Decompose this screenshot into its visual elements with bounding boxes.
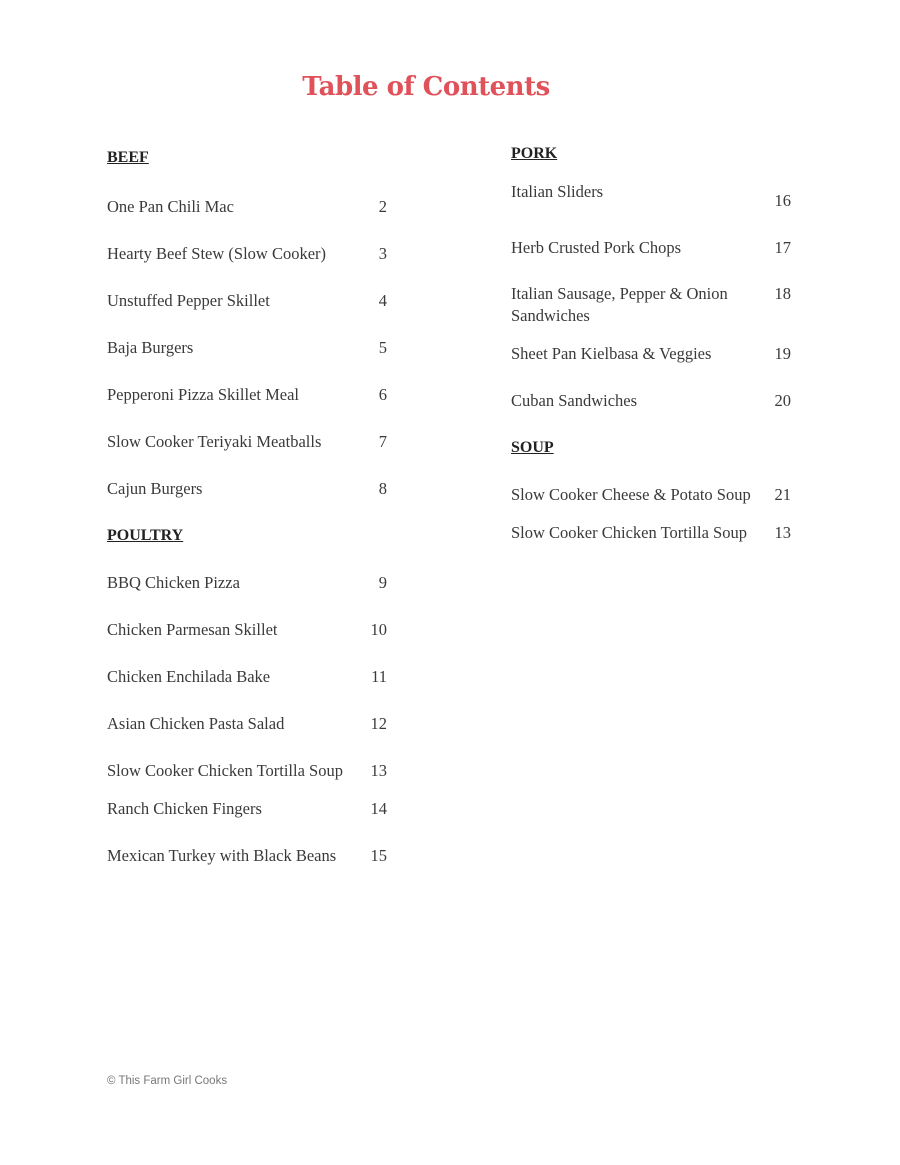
entry-page-number: 11	[371, 667, 387, 686]
entry-page-number: 7	[378, 432, 387, 451]
toc-entry[interactable]	[107, 845, 387, 867]
entry-title: Hearty Beef Stew (Slow Cooker)	[107, 244, 327, 263]
section-heading-soup: SOUP	[511, 439, 554, 456]
toc-entry[interactable]	[107, 196, 387, 218]
copyright-footer: © This Farm Girl Cooks	[107, 1075, 228, 1087]
toc-entry[interactable]	[107, 337, 387, 359]
entry-title: Unstuffed Pepper Skillet	[107, 291, 270, 310]
entry-title: Slow Cooker Cheese & Potato Soup	[511, 485, 751, 504]
entry-page-number: 8	[378, 479, 387, 498]
entry-title: Baja Burgers	[107, 338, 194, 357]
toc-entry[interactable]	[511, 390, 791, 412]
toc-entry[interactable]	[511, 343, 791, 365]
toc-entry[interactable]	[511, 522, 791, 544]
toc-entry[interactable]	[107, 619, 387, 641]
entry-page-number: 16	[774, 191, 791, 210]
entry-title: Pepperoni Pizza Skillet Meal	[107, 385, 299, 404]
toc-entry[interactable]	[107, 572, 387, 594]
entry-title: Slow Cooker Chicken Tortilla Soup	[511, 523, 747, 542]
entry-page-number: 19	[774, 344, 791, 363]
entry-page-number: 15	[370, 846, 387, 865]
entry-title: BBQ Chicken Pizza	[107, 573, 240, 592]
toc-entry[interactable]	[107, 431, 387, 453]
toc-entry[interactable]	[107, 243, 387, 265]
toc-entry[interactable]	[107, 798, 387, 820]
entry-page-number: 4	[378, 291, 387, 310]
entry-page-number: 14	[370, 799, 387, 818]
entry-title: Herb Crusted Pork Chops	[511, 238, 682, 257]
entry-page-number: 12	[370, 714, 387, 733]
toc-entry[interactable]	[511, 181, 791, 212]
entry-page-number: 13	[774, 523, 791, 542]
entry-page-number: 3	[378, 244, 387, 263]
entry-page-number: 5	[378, 338, 387, 357]
entry-title: Cuban Sandwiches	[511, 391, 638, 410]
toc-entry[interactable]	[107, 713, 387, 735]
entry-title: Sheet Pan Kielbasa & Veggies	[511, 344, 712, 363]
entry-page-number: 10	[370, 620, 387, 639]
entry-title: Italian Sliders	[511, 182, 604, 201]
entry-title: Cajun Burgers	[107, 479, 203, 498]
toc-entry[interactable]	[511, 283, 791, 327]
entry-title: One Pan Chili Mac	[107, 197, 234, 216]
toc-entry[interactable]	[107, 478, 387, 500]
entry-page-number: 2	[378, 197, 387, 216]
left-column	[107, 148, 387, 867]
section-heading-poultry: POULTRY	[107, 527, 184, 544]
entry-page-number: 13	[370, 761, 387, 780]
entry-page-number: 21	[774, 485, 791, 504]
toc-entry[interactable]	[107, 666, 387, 688]
section-heading-pork: PORK	[511, 145, 558, 162]
toc-entry[interactable]	[107, 384, 387, 406]
entry-page-number: 17	[774, 238, 791, 257]
entry-page-number: 20	[774, 391, 791, 410]
section-heading-beef: BEEF	[107, 149, 149, 166]
entry-title: Slow Cooker Chicken Tortilla Soup	[107, 761, 343, 780]
entry-title: Mexican Turkey with Black Beans	[107, 846, 337, 865]
entry-title: Chicken Parmesan Skillet	[107, 620, 278, 639]
right-column	[511, 144, 791, 544]
entry-title: Slow Cooker Teriyaki Meatballs	[107, 432, 322, 451]
toc-entry[interactable]	[511, 237, 791, 259]
entry-page-number: 9	[378, 573, 387, 592]
entry-title: Ranch Chicken Fingers	[107, 799, 262, 818]
entry-page-number: 6	[378, 385, 387, 404]
entry-page-number: 18	[774, 284, 791, 303]
entry-title: Asian Chicken Pasta Salad	[107, 714, 285, 733]
page-title: Table of Contents	[302, 72, 550, 102]
entry-title: Italian Sausage, Pepper & Onion Sandwiches	[511, 284, 728, 325]
toc-entry[interactable]	[511, 484, 791, 506]
toc-entry[interactable]	[107, 760, 387, 782]
toc-entry[interactable]	[107, 290, 387, 312]
entry-title: Chicken Enchilada Bake	[107, 667, 271, 686]
